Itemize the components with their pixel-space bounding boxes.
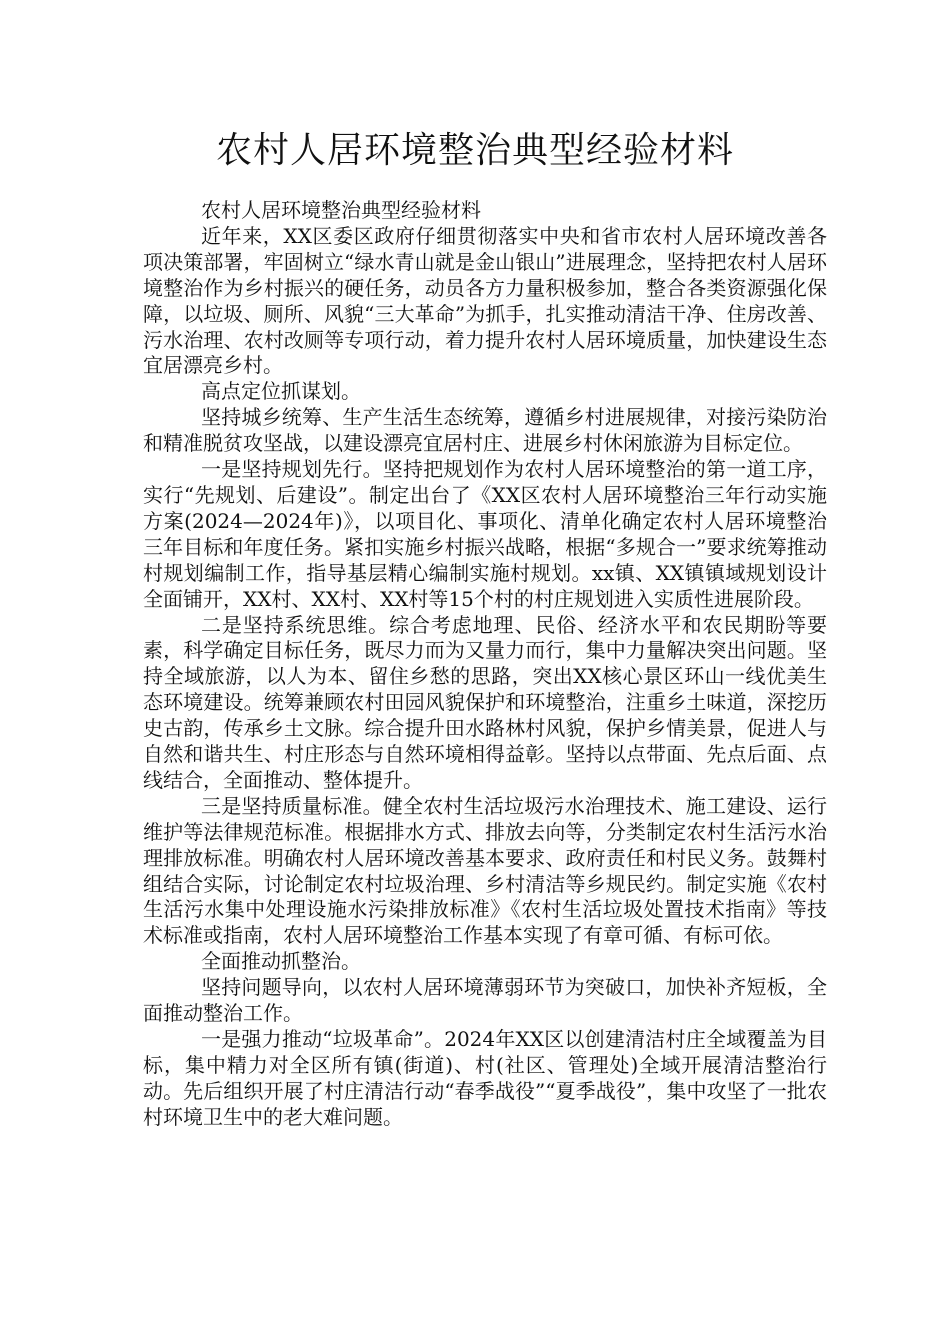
section-heading: 高点定位抓谋划。 bbox=[201, 379, 361, 404]
paragraph: 坚持问题导向，以农村人居环境薄弱环节为突破口，加快补齐短板，全面推动整治工作。 bbox=[143, 975, 827, 1026]
section-heading: 全面推动抓整治。 bbox=[201, 949, 361, 974]
paragraph: 一是强力推动“垃圾革命”。2024年XX区以创建清洁村庄全域覆盖为目标，集中精力对全区所有镇(街道)、村(社区、管理处)全域开展清洁整治行动。先后组织开展了村庄清洁行动“春季战役”“夏季战役”，集中攻坚了一批农村环境卫生中的老大难问题。 bbox=[143, 1027, 827, 1129]
document-body bbox=[143, 198, 827, 1131]
paragraph: 二是坚持系统思维。综合考虑地理、民俗、经济水平和农民期盼等要素，科学确定目标任务，既尽力而为又量力而行，集中力量解决突出问题。坚持全域旅游，以人为本、留住乡愁的思路，突出XX核心景区环山一线优美生态环境建设。统筹兼顾农村田园风貌保护和环境整治，注重乡土味道，深挖历史古韵，传承乡土文脉。综合提升田水路林村风貌，保护乡情美景，促进人与自然和谐共生、村庄形态与自然环境相得益彰。坚持以点带面、先点后面、点线结合，全面推动、整体提升。 bbox=[143, 612, 827, 792]
paragraph: 一是坚持规划先行。坚持把规划作为农村人居环境整治的第一道工序，实行“先规划、后建设”。制定出台了《XX区农村人居环境整治三年行动实施方案(2024—2024年)》，以项目化、事项化、清单化确定农村人居环境整治三年目标和年度任务。紧扣实施乡村振兴战略，根据“多规合一”要求统筹推动村规划编制工作，指导基层精心编制实施村规划。xx镇、XX镇镇域规划设计全面铺开，XX村、XX村、XX村等15个村的村庄规划进入实质性进展阶段。 bbox=[143, 457, 827, 611]
paragraph: 近年来，XX区委区政府仔细贯彻落实中央和省市农村人居环境改善各项决策部署，牢固树立“绿水青山就是金山银山”进展理念，坚持把农村人居环境整治作为乡村振兴的硬任务，动员各方力量积极参加，整合各类资源强化保障，以垃圾、厕所、风貌“三大革命”为抓手，扎实推动清洁干净、住房改善、污水治理、农村改厕等专项行动，着力提升农村人居环境质量，加快建设生态宜居漂亮乡村。 bbox=[143, 223, 827, 378]
document-title: 农村人居环境整治典型经验材料 bbox=[215, 130, 734, 171]
paragraph: 坚持城乡统筹、生产生活生态统筹，遵循乡村进展规律，对接污染防治和精准脱贫攻坚战，以建设漂亮宜居村庄、进展乡村休闲旅游为目标定位。 bbox=[143, 405, 827, 456]
paragraph: 三是坚持质量标准。健全农村生活垃圾污水治理技术、施工建设、运行维护等法律规范标准。根据排水方式、排放去向等，分类制定农村生活污水治理排放标准。明确农村人居环境改善基本要求、政府责任和村民义务。鼓舞村组结合实际，讨论制定农村垃圾治理、乡村清洁等乡规民约。制定实施《农村生活污水集中处理设施水污染排放标准》《农村生活垃圾处置技术指南》等技术标准或指南，农村人居环境整治工作基本实现了有章可循、有标可依。 bbox=[143, 793, 827, 948]
paragraph: 农村人居环境整治典型经验材料 bbox=[201, 198, 481, 222]
